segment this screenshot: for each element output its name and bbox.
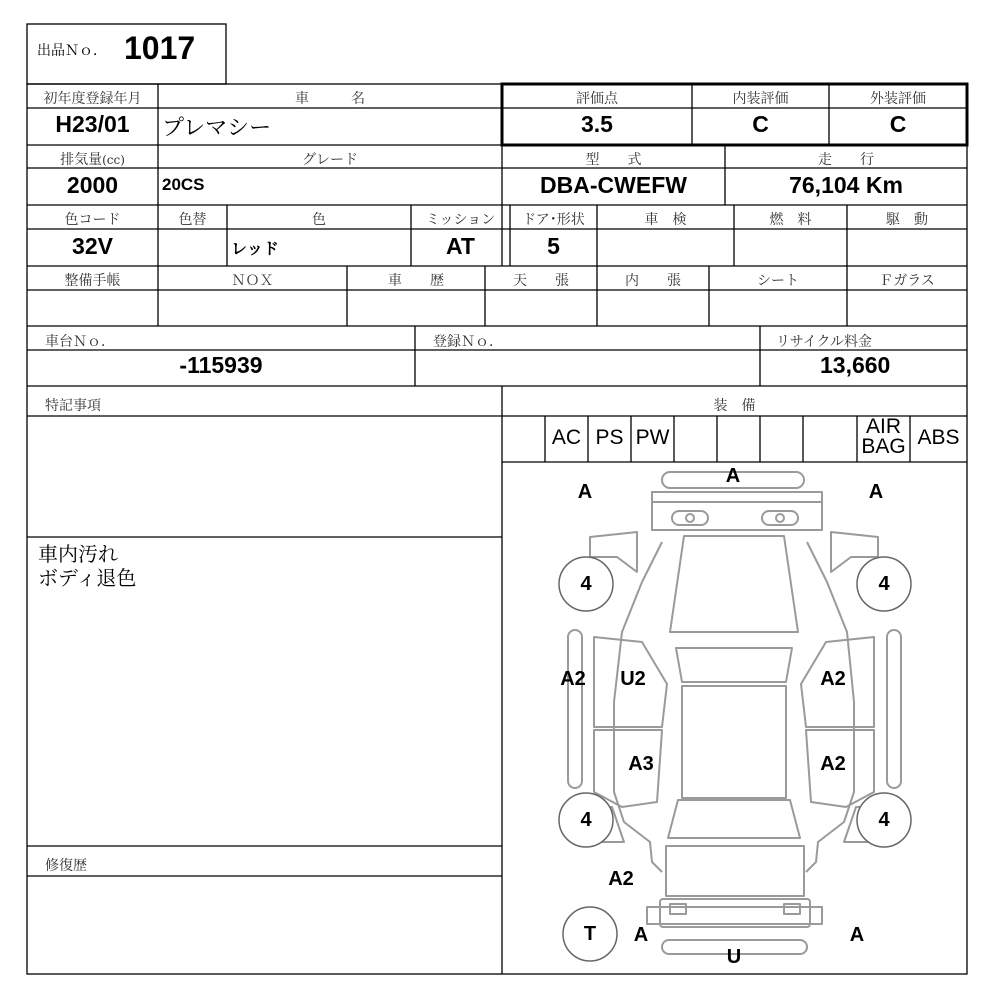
nox-label: ＮＯＸ: [231, 273, 274, 289]
mark-right-front-door: A2: [820, 668, 846, 690]
car-name-label: 車 名: [295, 91, 365, 107]
lot-label: 出品Ｎｏ．: [37, 43, 107, 59]
mark-tire-front-right: 4: [878, 573, 890, 595]
glass-label: Ｆガラス: [879, 273, 935, 289]
mark-front: A: [725, 465, 741, 487]
mark-left-front-door: A2: [560, 668, 586, 690]
lot-number: 1017: [124, 30, 196, 66]
equip-abs: ABS: [917, 426, 960, 449]
chassis-no-value: -115939: [179, 352, 263, 378]
exterior-value: C: [889, 111, 907, 137]
seat-label: シート: [757, 273, 799, 289]
mission-label: ミッション: [425, 212, 496, 228]
color-code-label: 色コード: [64, 212, 121, 228]
mileage-label: 走 行: [818, 152, 874, 168]
roof-shape: [682, 686, 786, 798]
mark-front-left-corner: A: [577, 481, 593, 503]
trunk-shape: [666, 846, 804, 896]
mark-right-rear-door: A2: [820, 753, 846, 775]
equip-ps: PS: [595, 426, 624, 449]
roof-front-shape: [676, 648, 792, 682]
displacement-label: 排気量(cc): [60, 152, 125, 168]
color-label: 色: [312, 212, 326, 228]
mark-front-right-corner: A: [868, 481, 884, 503]
interior-value: C: [752, 111, 769, 137]
car-name-value: プレマシー: [162, 116, 272, 141]
notes-label: 特記事項: [45, 398, 101, 414]
mark-tire-rear-left: 4: [580, 809, 592, 831]
body-left-shape: [614, 542, 662, 872]
mark-trunk: A2: [608, 868, 634, 890]
displacement-value: 2000: [66, 172, 119, 198]
chassis-no-label: 車台Ｎｏ．: [45, 334, 115, 350]
maintenance-label: 整備手帳: [64, 273, 121, 289]
first-reg-value: H23/01: [55, 111, 130, 137]
interior-lining-label: 内 張: [625, 273, 681, 289]
history-label: 車 歴: [388, 273, 444, 289]
mark-tire-rear-right: 4: [878, 809, 890, 831]
interior-label: 内装評価: [732, 91, 789, 107]
mark-rear-bumper: U: [726, 946, 742, 968]
recycle-label: リサイクル料金: [776, 334, 873, 350]
repair-label: 修復歴: [45, 858, 87, 874]
color-change-label: 色替: [178, 212, 207, 228]
exterior-label: 外装評価: [870, 91, 926, 107]
mark-rear-right: A: [849, 924, 865, 946]
left-sill-shape: [568, 630, 582, 788]
car-damage-diagram: [502, 462, 967, 974]
equipment-label: 装 備: [713, 398, 756, 414]
score-value: 3.5: [581, 111, 613, 137]
drive-label: 駆 動: [886, 212, 928, 228]
color-code-value: 32V: [72, 233, 113, 259]
mark-roof-front: U2: [620, 668, 646, 690]
mileage-value: 76,104 Km: [789, 172, 903, 198]
fuel-label: 燃 料: [769, 212, 812, 228]
score-label: 評価点: [576, 91, 618, 107]
grade-value: 20CS: [162, 175, 205, 194]
door-value: 5: [547, 233, 560, 259]
mark-spare-tire: T: [583, 923, 597, 945]
model-type-label: 型 式: [585, 152, 642, 168]
rear-panel-shape: [647, 907, 822, 924]
roof-label: 天 張: [513, 273, 569, 289]
right-sill-shape: [887, 630, 901, 788]
body-right-shape: [806, 542, 854, 872]
mark-tire-front-left: 4: [580, 573, 592, 595]
equip-airbag: AIR BAG: [861, 415, 906, 458]
mission-value: AT: [446, 233, 475, 259]
model-type-value: DBA-CWEFW: [540, 172, 687, 198]
mark-rear-left: A: [633, 924, 649, 946]
recycle-value: 13,660: [820, 352, 891, 378]
equip-ac: AC: [551, 426, 582, 449]
inspection-label: 車 検: [644, 212, 687, 228]
note-line-1: 車内汚れ: [38, 542, 118, 566]
first-reg-label: 初年度登録年月: [43, 91, 142, 107]
grade-label: グレード: [302, 152, 358, 168]
mark-roof-rear: A3: [628, 753, 654, 775]
color-value: レッド: [231, 239, 279, 258]
rear-window-shape: [668, 800, 800, 838]
reg-no-label: 登録Ｎｏ．: [433, 334, 503, 350]
windshield-shape: [670, 536, 798, 632]
door-label: ドア･形状: [522, 212, 585, 228]
equip-pw: PW: [635, 426, 670, 449]
note-line-2: ボディ退色: [38, 566, 137, 590]
